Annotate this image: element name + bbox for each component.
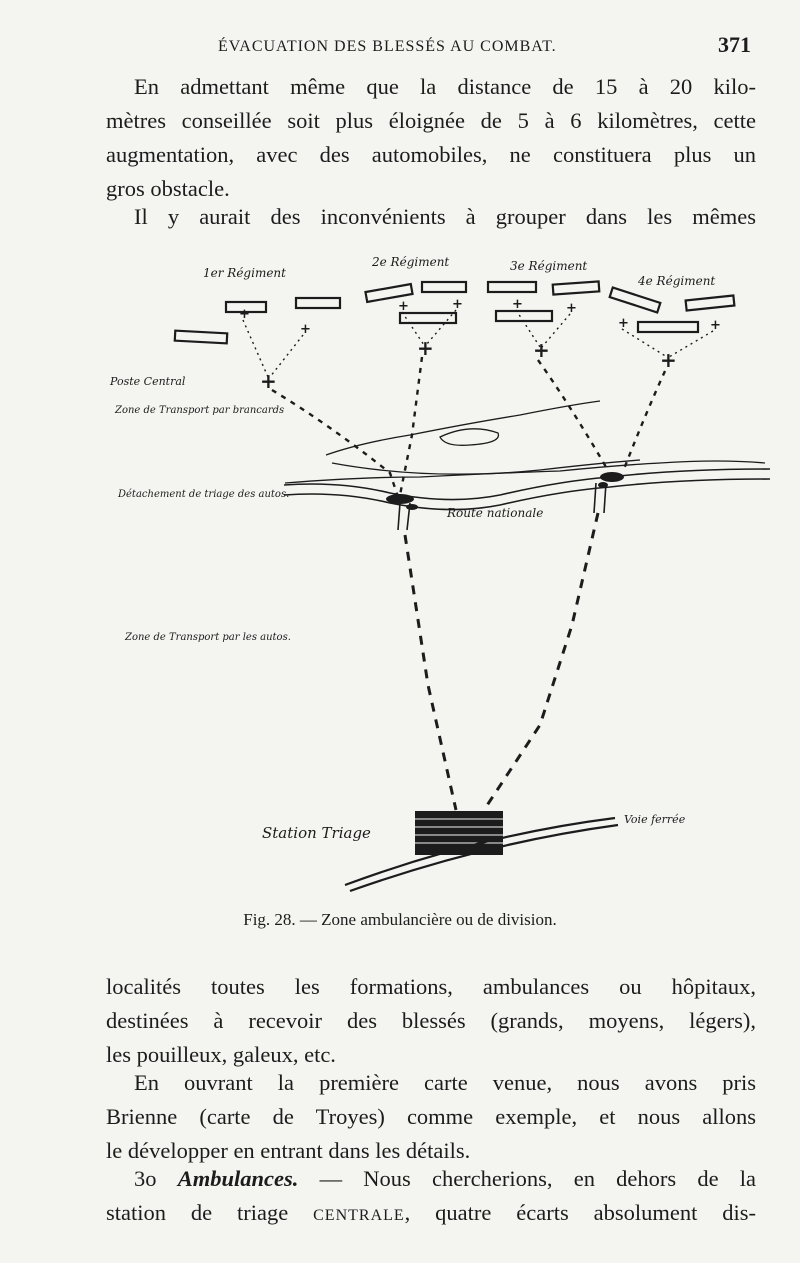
label-zone-autos: Zone de Transport par les autos.	[125, 632, 291, 643]
label-regiment-2: 2e Régiment	[372, 255, 450, 269]
text-line: En admettant même que la distance de 15 à 20 kilo-	[134, 74, 756, 99]
first-aid-cross-icon: +	[239, 307, 250, 322]
trench-mark	[553, 281, 600, 294]
national-road	[284, 469, 770, 510]
text-line: destinées à recevoir des blessés (grands, moyens, légers),	[106, 1008, 756, 1033]
label-detachement-triage: Détachement de triage des autos.	[118, 489, 290, 500]
section-heading: Ambulances.	[177, 1166, 299, 1191]
figure-ambulance-zone-diagram	[0, 245, 800, 900]
paragraph-ambulances	[106, 1162, 756, 1230]
first-aid-cross-icon: +	[398, 299, 409, 314]
trench-mark	[296, 298, 340, 308]
first-aid-cross-icon: +	[512, 297, 523, 312]
label-zone-brancards: Zone de Transport par brancards	[115, 405, 285, 416]
collecting-post-cross-icon: +	[417, 336, 434, 360]
trench-mark	[686, 296, 735, 311]
label-regiment-1: 1er Régiment	[203, 266, 286, 280]
trench-mark	[422, 282, 466, 292]
text-line: gros obstacle.	[106, 176, 230, 201]
text-line: mètres conseillée soit plus éloignée de 5 à 6 kilomètres, cette	[106, 108, 756, 133]
small-caps-word: centrale	[313, 1200, 405, 1225]
collecting-post-cross-icon: +	[533, 338, 550, 362]
auto-transport-routes	[405, 513, 598, 810]
running-head: ÉVACUATION DES BLESSÉS AU COMBAT.	[218, 38, 557, 55]
label-voie-ferree: Voie ferrée	[624, 813, 686, 826]
text-fragment: — Nous chercherions, en dehors de la	[319, 1166, 757, 1191]
text-line	[106, 1196, 756, 1230]
trench-mark	[175, 331, 227, 344]
text-fragment: , quatre écarts absolument dis-	[404, 1200, 757, 1225]
first-aid-cross-icon: +	[618, 316, 629, 331]
text-line: les pouilleux, galeux, etc.	[106, 1042, 336, 1067]
paragraph-localites	[106, 970, 756, 1072]
first-aid-cross-icon: +	[300, 322, 311, 337]
text-line: Brienne (carte de Troyes) comme exemple, et nous allons	[106, 1104, 756, 1129]
figure-caption: Fig. 28. — Zone ambulancière ou de division.	[243, 910, 557, 929]
first-aid-cross-icon: +	[566, 301, 577, 316]
first-aid-cross-icon: +	[710, 318, 721, 333]
text-fragment: station de triage	[106, 1200, 289, 1225]
label-station-triage: Station Triage	[262, 824, 371, 842]
label-route-nationale: Route nationale	[447, 506, 544, 520]
collecting-post-cross-icon: +	[260, 369, 277, 393]
section-number: 3o	[134, 1166, 157, 1191]
collecting-post-cross-icon: +	[660, 348, 677, 372]
label-regiment-4: 4e Régiment	[638, 274, 716, 288]
regiment-trenches	[175, 281, 735, 343]
paragraph-inconvenients	[106, 200, 756, 234]
label-regiment-3: 3e Régiment	[510, 259, 588, 273]
stretcher-paths	[243, 310, 713, 377]
trench-mark	[400, 313, 456, 323]
text-line: En ouvrant la première carte venue, nous avons pris	[134, 1070, 756, 1095]
label-poste-central: Poste Central	[110, 375, 186, 388]
first-aid-cross-icon: +	[452, 297, 463, 312]
text-line	[106, 1162, 756, 1196]
text-line: augmentation, avec des automobiles, ne constituera plus un	[106, 142, 756, 167]
text-line: localités toutes les formations, ambulances ou hôpitaux,	[106, 974, 756, 999]
text-line: Il y aurait des inconvénients à grouper dans les mêmes	[134, 204, 756, 229]
paragraph-distance	[106, 70, 756, 206]
trench-mark	[488, 282, 536, 292]
page-number: 371	[718, 32, 751, 57]
trench-mark	[610, 288, 661, 313]
text-line: le développer en entrant dans les détails.	[106, 1138, 471, 1163]
paragraph-brienne	[106, 1066, 756, 1168]
trench-mark	[638, 322, 698, 332]
trench-mark	[496, 311, 552, 321]
